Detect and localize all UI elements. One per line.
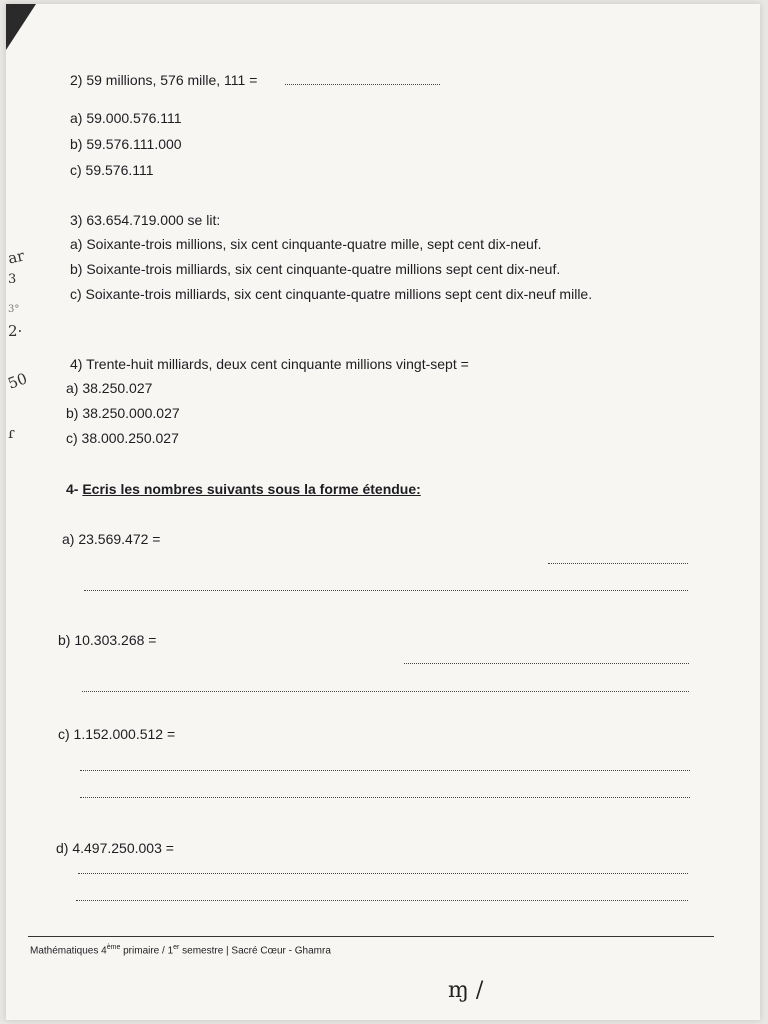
answer-line-a1[interactable]: [548, 563, 688, 564]
margin-note-3: 3°: [8, 304, 20, 315]
answer-line-c1[interactable]: [80, 770, 690, 771]
q4-option-b[interactable]: b) 38.250.000.027: [66, 405, 180, 421]
answer-line-d2[interactable]: [76, 900, 688, 901]
page-corner-shadow: [6, 4, 36, 50]
expand-item-c: c) 1.152.000.512 =: [58, 726, 176, 742]
footer-text: [30, 944, 331, 956]
question-4: 4) Trente-huit milliards, deux cent cinquante millions vingt-sept =: [70, 356, 469, 372]
teacher-signature: ɱ /: [448, 978, 484, 1003]
footer-grade-sup: ème: [106, 944, 121, 951]
answer-line-b1[interactable]: [404, 663, 689, 664]
section-4-title: [66, 481, 421, 497]
section-4-heading: Ecris les nombres suivants sous la forme étendue:: [82, 481, 421, 497]
q3-option-a[interactable]: a) Soixante-trois millions, six cent cinquante-quatre mille, sept cent dix-neuf.: [70, 236, 542, 252]
question-2-text: 2) 59 millions, 576 mille, 111 =: [70, 72, 258, 88]
footer-subject: Mathématiques 4: [30, 945, 107, 957]
question-2: [70, 72, 257, 88]
margin-note-4: 2·: [8, 322, 23, 340]
margin-note-5: 50: [5, 369, 30, 393]
footer-semester: semestre | Sacré Cœur - Ghamra: [179, 945, 331, 957]
q4-option-a[interactable]: a) 38.250.027: [66, 380, 153, 396]
margin-note-1: ar: [6, 246, 26, 268]
q2-option-c[interactable]: c) 59.576.111: [70, 162, 154, 178]
expand-item-a: a) 23.569.472 =: [62, 531, 161, 547]
footer-semester-sup: er: [173, 944, 180, 951]
q2-option-b[interactable]: b) 59.576.111.000: [70, 136, 182, 152]
footer-level: primaire / 1: [120, 945, 174, 957]
question-3: 3) 63.654.719.000 se lit:: [70, 212, 221, 228]
expand-item-b: b) 10.303.268 =: [58, 632, 157, 648]
section-4-number: 4-: [66, 481, 83, 497]
q2-option-a[interactable]: a) 59.000.576.111: [70, 110, 182, 126]
q3-option-c[interactable]: c) Soixante-trois milliards, six cent cinquante-quatre millions sept cent dix-neuf mille.: [70, 286, 593, 302]
answer-line-c2[interactable]: [80, 797, 690, 798]
q4-option-c[interactable]: c) 38.000.250.027: [66, 430, 179, 446]
answer-line-b2[interactable]: [82, 691, 689, 692]
answer-line-q2[interactable]: [285, 84, 440, 85]
footer-rule: [28, 936, 714, 937]
worksheet-page: [6, 4, 760, 1020]
margin-note-2: 3: [8, 272, 17, 287]
answer-line-d1[interactable]: [78, 873, 688, 874]
answer-line-a2[interactable]: [84, 590, 688, 591]
expand-item-d: d) 4.497.250.003 =: [56, 840, 174, 856]
margin-note-6: ɾ: [8, 424, 15, 442]
q3-option-b[interactable]: b) Soixante-trois milliards, six cent cinquante-quatre millions sept cent dix-neuf.: [70, 261, 561, 277]
